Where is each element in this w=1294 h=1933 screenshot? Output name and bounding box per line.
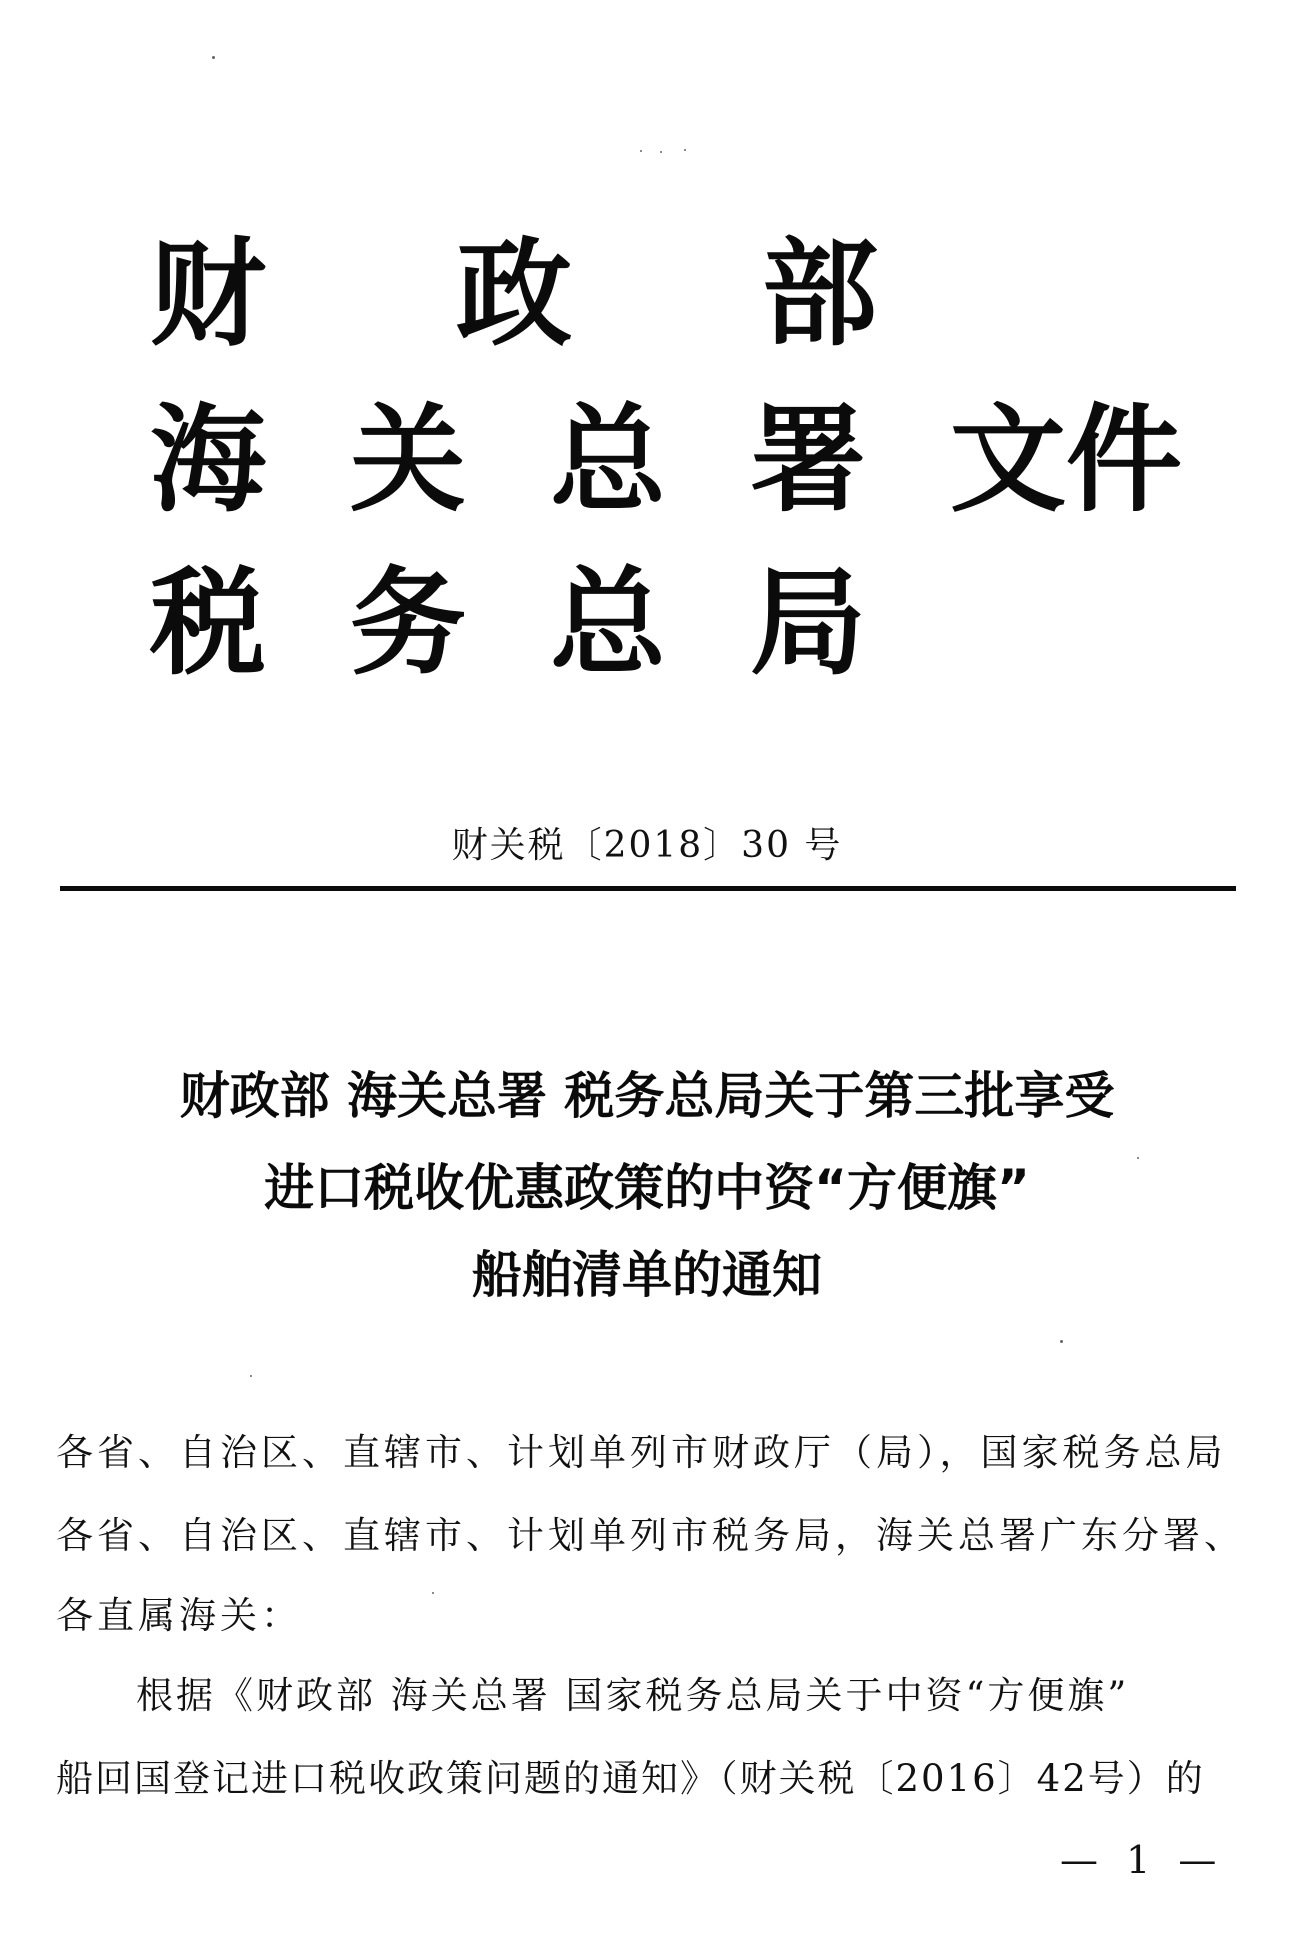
scan-speck	[1060, 1340, 1063, 1343]
header-char: 税	[150, 556, 266, 691]
body-paragraph-line: 船回国登记进口税收政策问题的通知》（财关税〔2016〕42号）的	[56, 1757, 1205, 1800]
header-char: 政	[456, 227, 572, 362]
document-title-line: 进口税收优惠政策的中资“方便旗”	[264, 1159, 1030, 1217]
header-char: 署	[750, 393, 866, 528]
document-title-line: 船舶清单的通知	[472, 1246, 822, 1304]
header-char: 总	[550, 556, 666, 691]
addressee-line: 各省、自治区、直辖市、计划单列市财政厅（局），国家税务总局	[56, 1431, 1227, 1474]
header-char: 海	[150, 393, 266, 528]
scan-speck	[432, 1592, 434, 1594]
header-char: 局	[750, 556, 866, 691]
body-paragraph-line: 根据《财政部 海关总署 国家税务总局关于中资“方便旗”	[136, 1674, 1130, 1717]
addressee-line: 各直属海关：	[56, 1594, 302, 1637]
header-line-ministry-of-finance	[150, 227, 878, 362]
header-char: 总	[550, 393, 666, 528]
header-line-tax-administration	[150, 556, 866, 691]
header-char: 关	[350, 393, 466, 528]
header-line-customs-document	[150, 393, 1182, 528]
addressee-line: 各省、自治区、直辖市、计划单列市税务局，海关总署广东分署、	[56, 1514, 1245, 1557]
header-char: 件	[1066, 393, 1182, 528]
scan-speck	[212, 56, 215, 59]
document-number: 财关税〔2018〕30 号	[451, 825, 843, 866]
header-char: 财	[150, 227, 266, 362]
header-char: 务	[350, 556, 466, 691]
header-char: 部	[762, 227, 878, 362]
scan-speck	[640, 150, 642, 152]
header-char: 文	[950, 393, 1066, 528]
header-divider-rule	[60, 886, 1236, 891]
scan-speck	[660, 151, 662, 153]
page-number: — 1 —	[1060, 1838, 1225, 1882]
scan-speck	[1137, 1157, 1139, 1159]
scan-speck	[250, 1375, 252, 1377]
scan-speck	[684, 149, 686, 151]
document-title-line: 财政部 海关总署 税务总局关于第三批享受	[179, 1067, 1115, 1125]
